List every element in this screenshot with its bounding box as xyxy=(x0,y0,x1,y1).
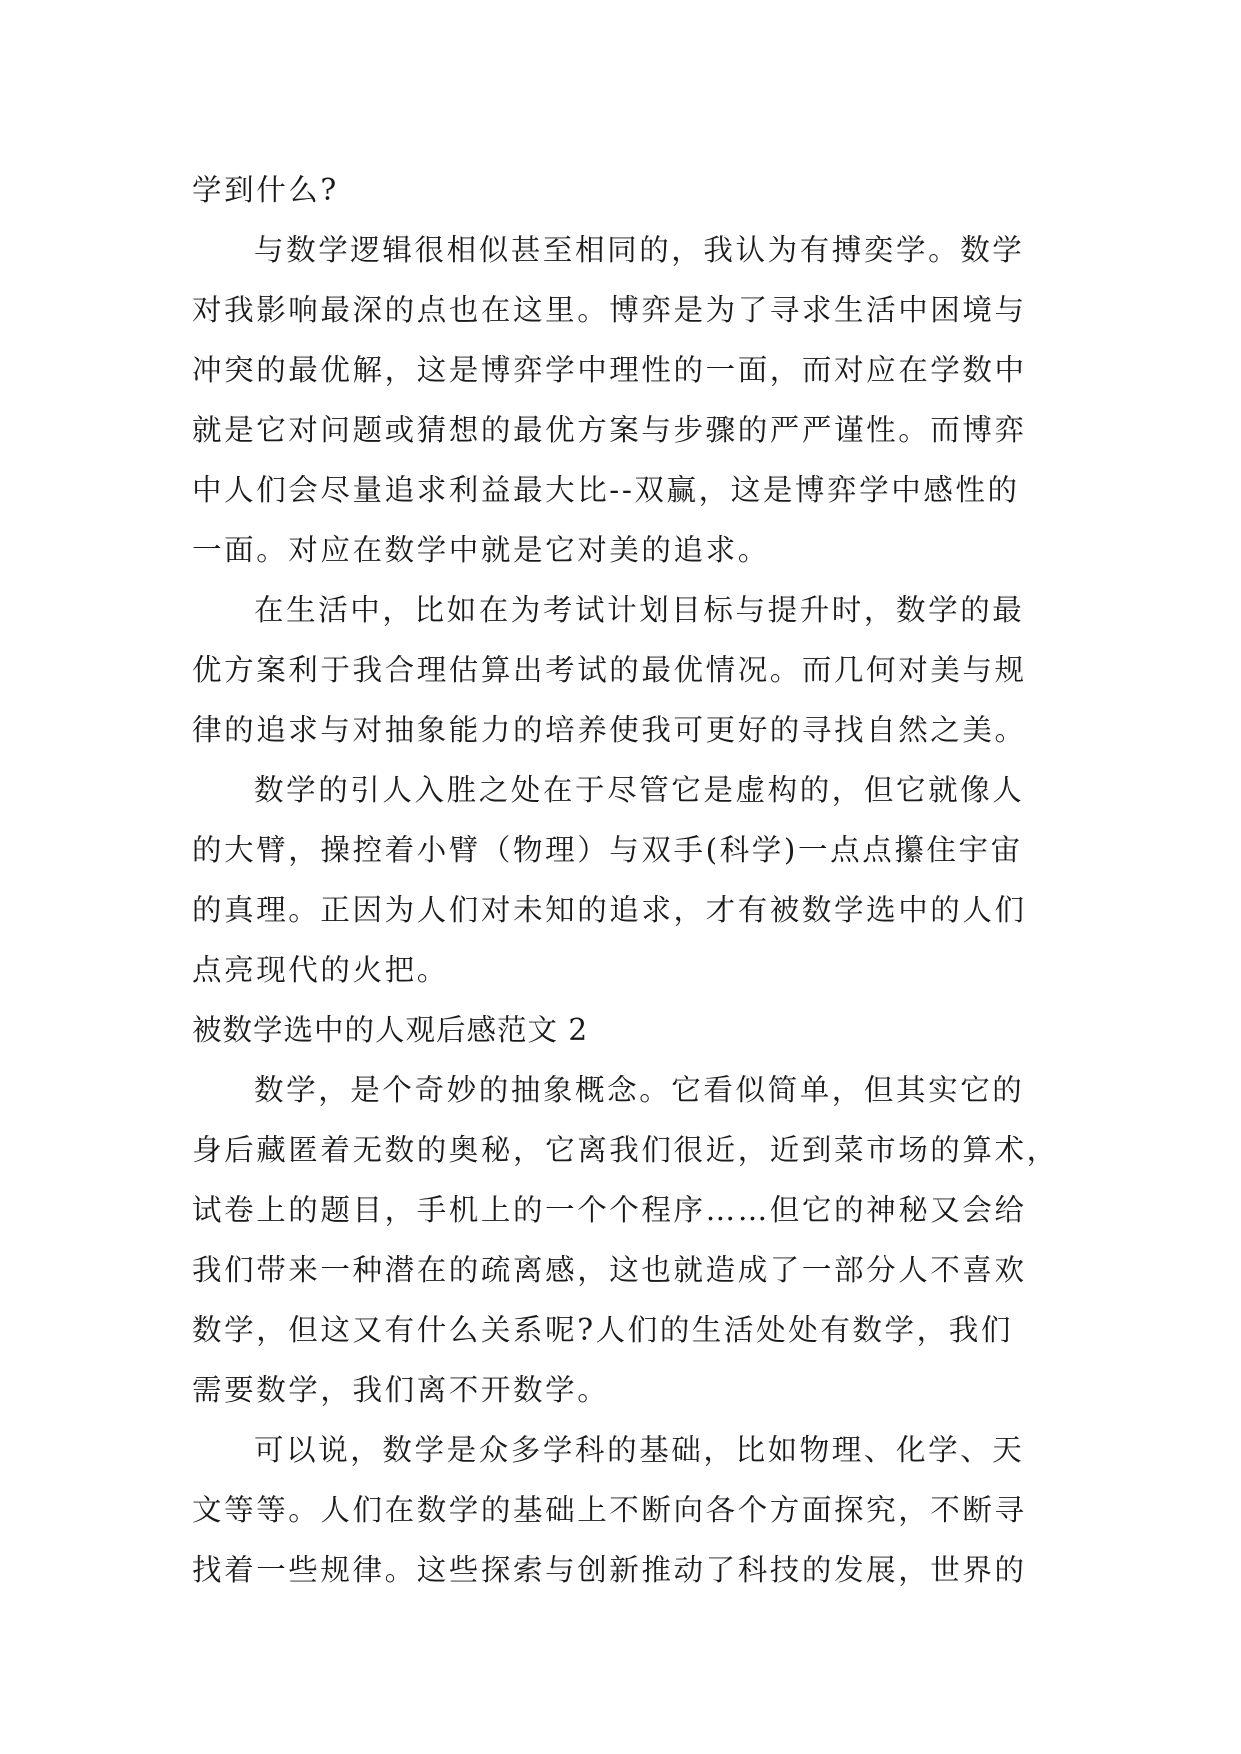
text-line: 就是它对问题或猜想的最优方案与步骤的严严谨性。而博弈 xyxy=(192,413,1027,447)
text-line: 冲突的最优解，这是博弈学中理性的一面，而对应在学数中 xyxy=(192,353,1027,387)
text-line: 的真理。正因为人们对未知的追求，才有被数学选中的人们 xyxy=(192,893,1027,927)
text-line: 找着一些规律。这些探索与创新推动了科技的发展，世界的 xyxy=(192,1553,1027,1587)
text-line: 我们带来一种潜在的疏离感，这也就造成了一部分人不喜欢 xyxy=(192,1253,1027,1287)
paragraph-first-line: 与数学逻辑很相似甚至相同的，我认为有搏奕学。数学 xyxy=(254,233,1025,267)
text-line: 中人们会尽量追求利益最大比--双赢，这是博弈学中感性的 xyxy=(192,473,1020,507)
text-line: 一面。对应在数学中就是它对美的追求。 xyxy=(192,533,770,567)
paragraph-first-line: 可以说，数学是众多学科的基础，比如物理、化学、天 xyxy=(254,1433,1025,1467)
text-line: 学到什么? xyxy=(192,173,339,207)
paragraph-first-line: 数学，是个奇妙的抽象概念。它看似简单，但其实它的 xyxy=(254,1073,1025,1107)
section-heading: 被数学选中的人观后感范文 2 xyxy=(192,1013,589,1047)
text-line: 试卷上的题目，手机上的一个个程序……但它的神秘又会给 xyxy=(192,1193,1027,1227)
text-line: 文等等。人们在数学的基础上不断向各个方面探究，不断寻 xyxy=(192,1493,1027,1527)
text-line: 数学，但这又有什么关系呢?人们的生活处处有数学，我们 xyxy=(192,1313,1013,1347)
text-line: 需要数学，我们离不开数学。 xyxy=(192,1373,610,1407)
paragraph-first-line: 在生活中，比如在为考试计划目标与提升时，数学的最 xyxy=(254,593,1025,627)
text-line: 点亮现代的火把。 xyxy=(192,953,449,987)
text-line: 身后藏匿着无数的奥秘，它离我们很近，近到菜市场的算术， xyxy=(192,1133,1059,1167)
paragraph-first-line: 数学的引人入胜之处在于尽管它是虚构的，但它就像人 xyxy=(254,773,1025,807)
text-line: 律的追求与对抽象能力的培养使我可更好的寻找自然之美。 xyxy=(192,713,1027,747)
text-line: 的大臂，操控着小臂（物理）与双手(科学)一点点攥住宇宙 xyxy=(192,833,1023,867)
document-body xyxy=(192,160,1059,1600)
text-line: 优方案利于我合理估算出考试的最优情况。而几何对美与规 xyxy=(192,653,1027,687)
text-line: 对我影响最深的点也在这里。博弈是为了寻求生活中困境与 xyxy=(192,293,1027,327)
